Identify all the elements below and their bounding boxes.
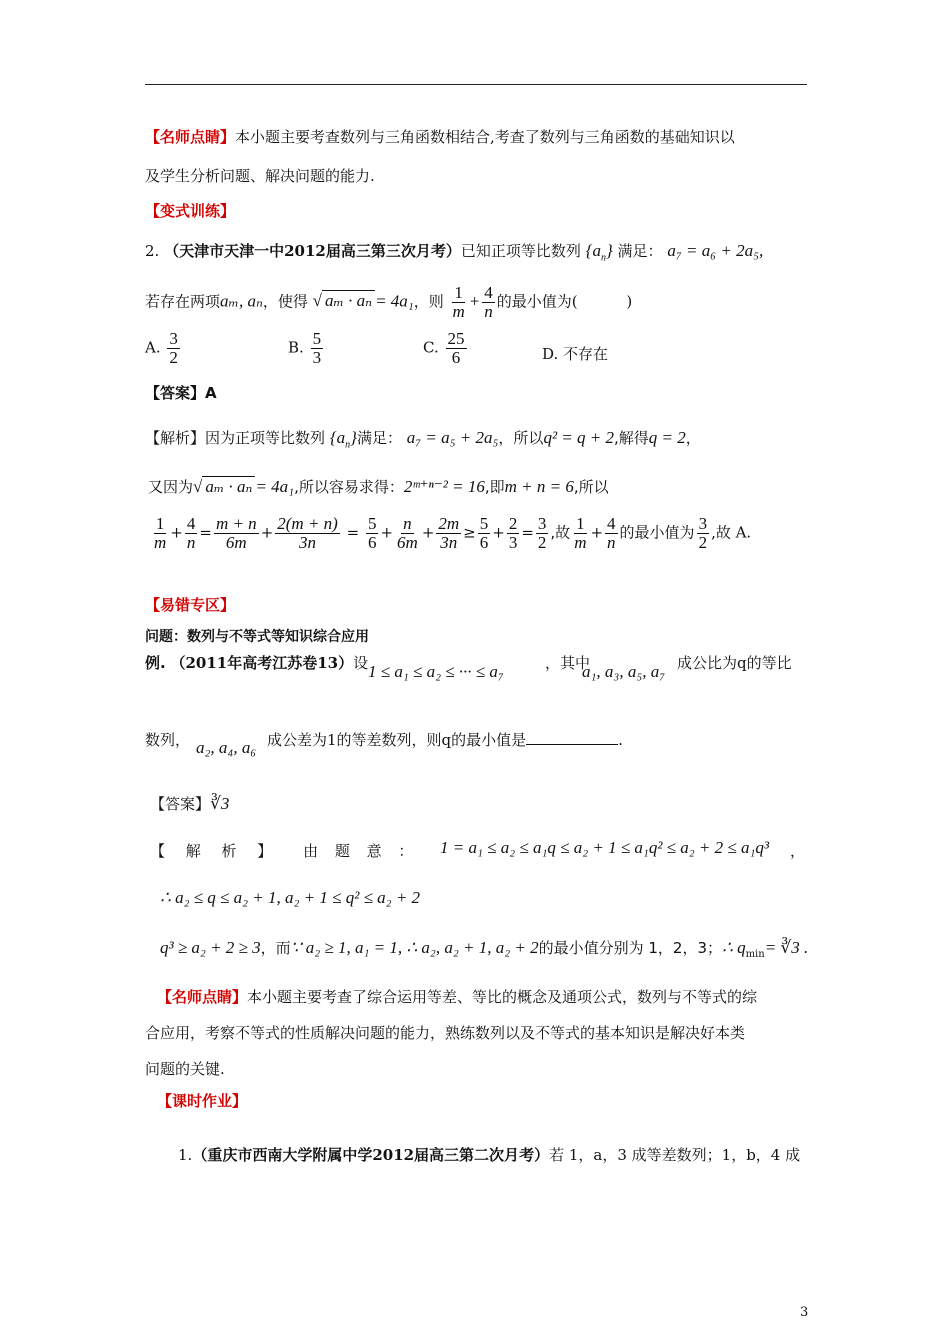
fraction-4-over-n: $\frac{4}{n}$: [484, 283, 493, 321]
notes-text-1: 本小题主要考查数列与三角函数相结合,考查了数列与三角函数的基础知识以: [235, 128, 735, 146]
variant-tag: 【变式训练】: [145, 202, 236, 220]
option-b: B. $\frac{5}{3}$: [288, 329, 322, 367]
homework-question-1: 1.（重庆市西南大学附属中学2012届高三第二次月考）若 1，a，3 成等差数列；1，b，4 成: [178, 1146, 801, 1164]
example-chain: 1 ≤ a₁ ≤ a₂ ≤ ··· ≤ a₇: [368, 662, 504, 681]
question-source: （天津市天津一中2012届高三第三次月考）: [164, 242, 461, 260]
example-line-2-rest: 成公差为1的等差数列，则q的最小值是 .: [267, 731, 623, 749]
option-c: C. $\frac{25}{6}$: [423, 329, 465, 367]
header-rule: [145, 84, 807, 85]
answer-example: 【答案】∛3: [150, 794, 230, 813]
notes-paragraph-1: [145, 126, 735, 147]
sequence-symbol: $\{a_n\}$: [585, 241, 613, 264]
analysis-chain: 1 = a₁ ≤ a₂ ≤ a₁q ≤ a₂ + 1 ≤ a₁q² ≤ a₂ + 2 ≤ a₁q³: [440, 838, 769, 857]
example-mid: ，其中: [545, 654, 591, 672]
option-a: A. $\frac{3}{2}$: [145, 329, 178, 367]
notes-2-line-1: 【名师点睛】本小题主要考查了综合运用等差、等比的概念及通项公式，数列与不等式的综: [157, 988, 758, 1006]
example-ratio: 成公比为q的等比: [677, 654, 792, 672]
question-2-line-2: 若存在两项aₘ, aₙ，使得 √ aₘ · aₙ = 4a₁，则 $\frac{1}{m}$ + $\frac{4}{n}$ 的最小值为( ): [145, 283, 633, 321]
question-stem: 已知正项等比数列: [460, 242, 581, 260]
notes-2-line-2: 合应用，考察不等式的性质解决问题的能力，熟练数列以及不等式的基本知识是解决好本类: [145, 1024, 746, 1042]
example-line-1: 例. （2011年高考江苏卷13）设: [145, 654, 369, 672]
analysis-example-line-2: ∴ a₂ ≤ q ≤ a₂ + 1, a₂ + 1 ≤ q² ≤ a₂ + 2: [160, 888, 421, 907]
option-d: D. 不存在: [542, 345, 609, 363]
analysis-q2-line-3: $\frac{1}{m}$ + $\frac{4}{n}$ = $\frac{m + n}{6m}$ + $\frac{2(m + n)}{3n}$ = $\frac{5}{6}$ + $\frac{n}{6m}$ + $\frac{2m}{3n}$ ≥ $\frac{5}{6}$ + $\frac{2}{3}$ = $\frac{3}{2}$ ,故 $\frac{1}{m}$ + $\frac{4}{n}$ 的最小值为 $\frac{3}{2}$ ,故 A.: [154, 514, 752, 552]
page-number: 3: [800, 1305, 809, 1320]
example-line-2: 数列，: [145, 731, 191, 749]
terms-am-an: aₘ, aₙ: [220, 291, 263, 311]
notes-text-2: 及学生分析问题、解决问题的能力.: [145, 167, 375, 185]
errors-tag: 【易错专区】: [145, 596, 236, 614]
answer-q2: 【答案】A: [145, 384, 217, 402]
homework-tag: 【课时作业】: [157, 1092, 248, 1110]
notes-2-line-3: 问题的关键.: [145, 1060, 225, 1078]
question-number: 2.: [145, 242, 160, 260]
fraction-1-over-m: $\frac{1}{m}$: [452, 283, 465, 321]
condition-equation: a₇ = a₆ + 2a₅,: [667, 241, 764, 260]
analysis-example-line-1: 【 解 析 】 由 题 意 ：: [150, 842, 420, 860]
analysis-q2-line-2: 又因为√ aₘ · aₙ = 4a₁,所以容易求得：2ᵐ⁺ⁿ⁻² = 16,即m + n = 6,所以: [148, 477, 609, 496]
answer-blank: [526, 732, 618, 745]
example-odd-terms: a₁, a₃, a₅, a₇: [582, 662, 666, 681]
analysis-q2-line-1: 【解析】因为正项等比数列 $\{a_n\}$满足： a₇ = a₅ + 2a₅，所以q² = q + 2,解得q = 2，: [145, 428, 701, 451]
question-stem-2: 满足：: [617, 242, 663, 260]
example-even-terms: a₂, a₄, a₆: [196, 738, 257, 757]
errors-problem: 问题：数列与不等式等知识综合应用: [145, 629, 369, 645]
analysis-example-line-3: q³ ≥ a₂ + 2 ≥ 3，而∵ a₂ ≥ 1, a₁ = 1, ∴ a₂, a₂ + 1, a₂ + 2的最小值分别为 1，2，3；∴ $q_{min}=$ ∛3 .: [160, 938, 809, 960]
analysis-comma: ，: [790, 842, 806, 860]
notes-tag: 【名师点睛】: [145, 128, 236, 146]
sqrt-expression: √ aₘ · aₙ: [313, 291, 375, 310]
question-2-line-1: [145, 240, 763, 263]
